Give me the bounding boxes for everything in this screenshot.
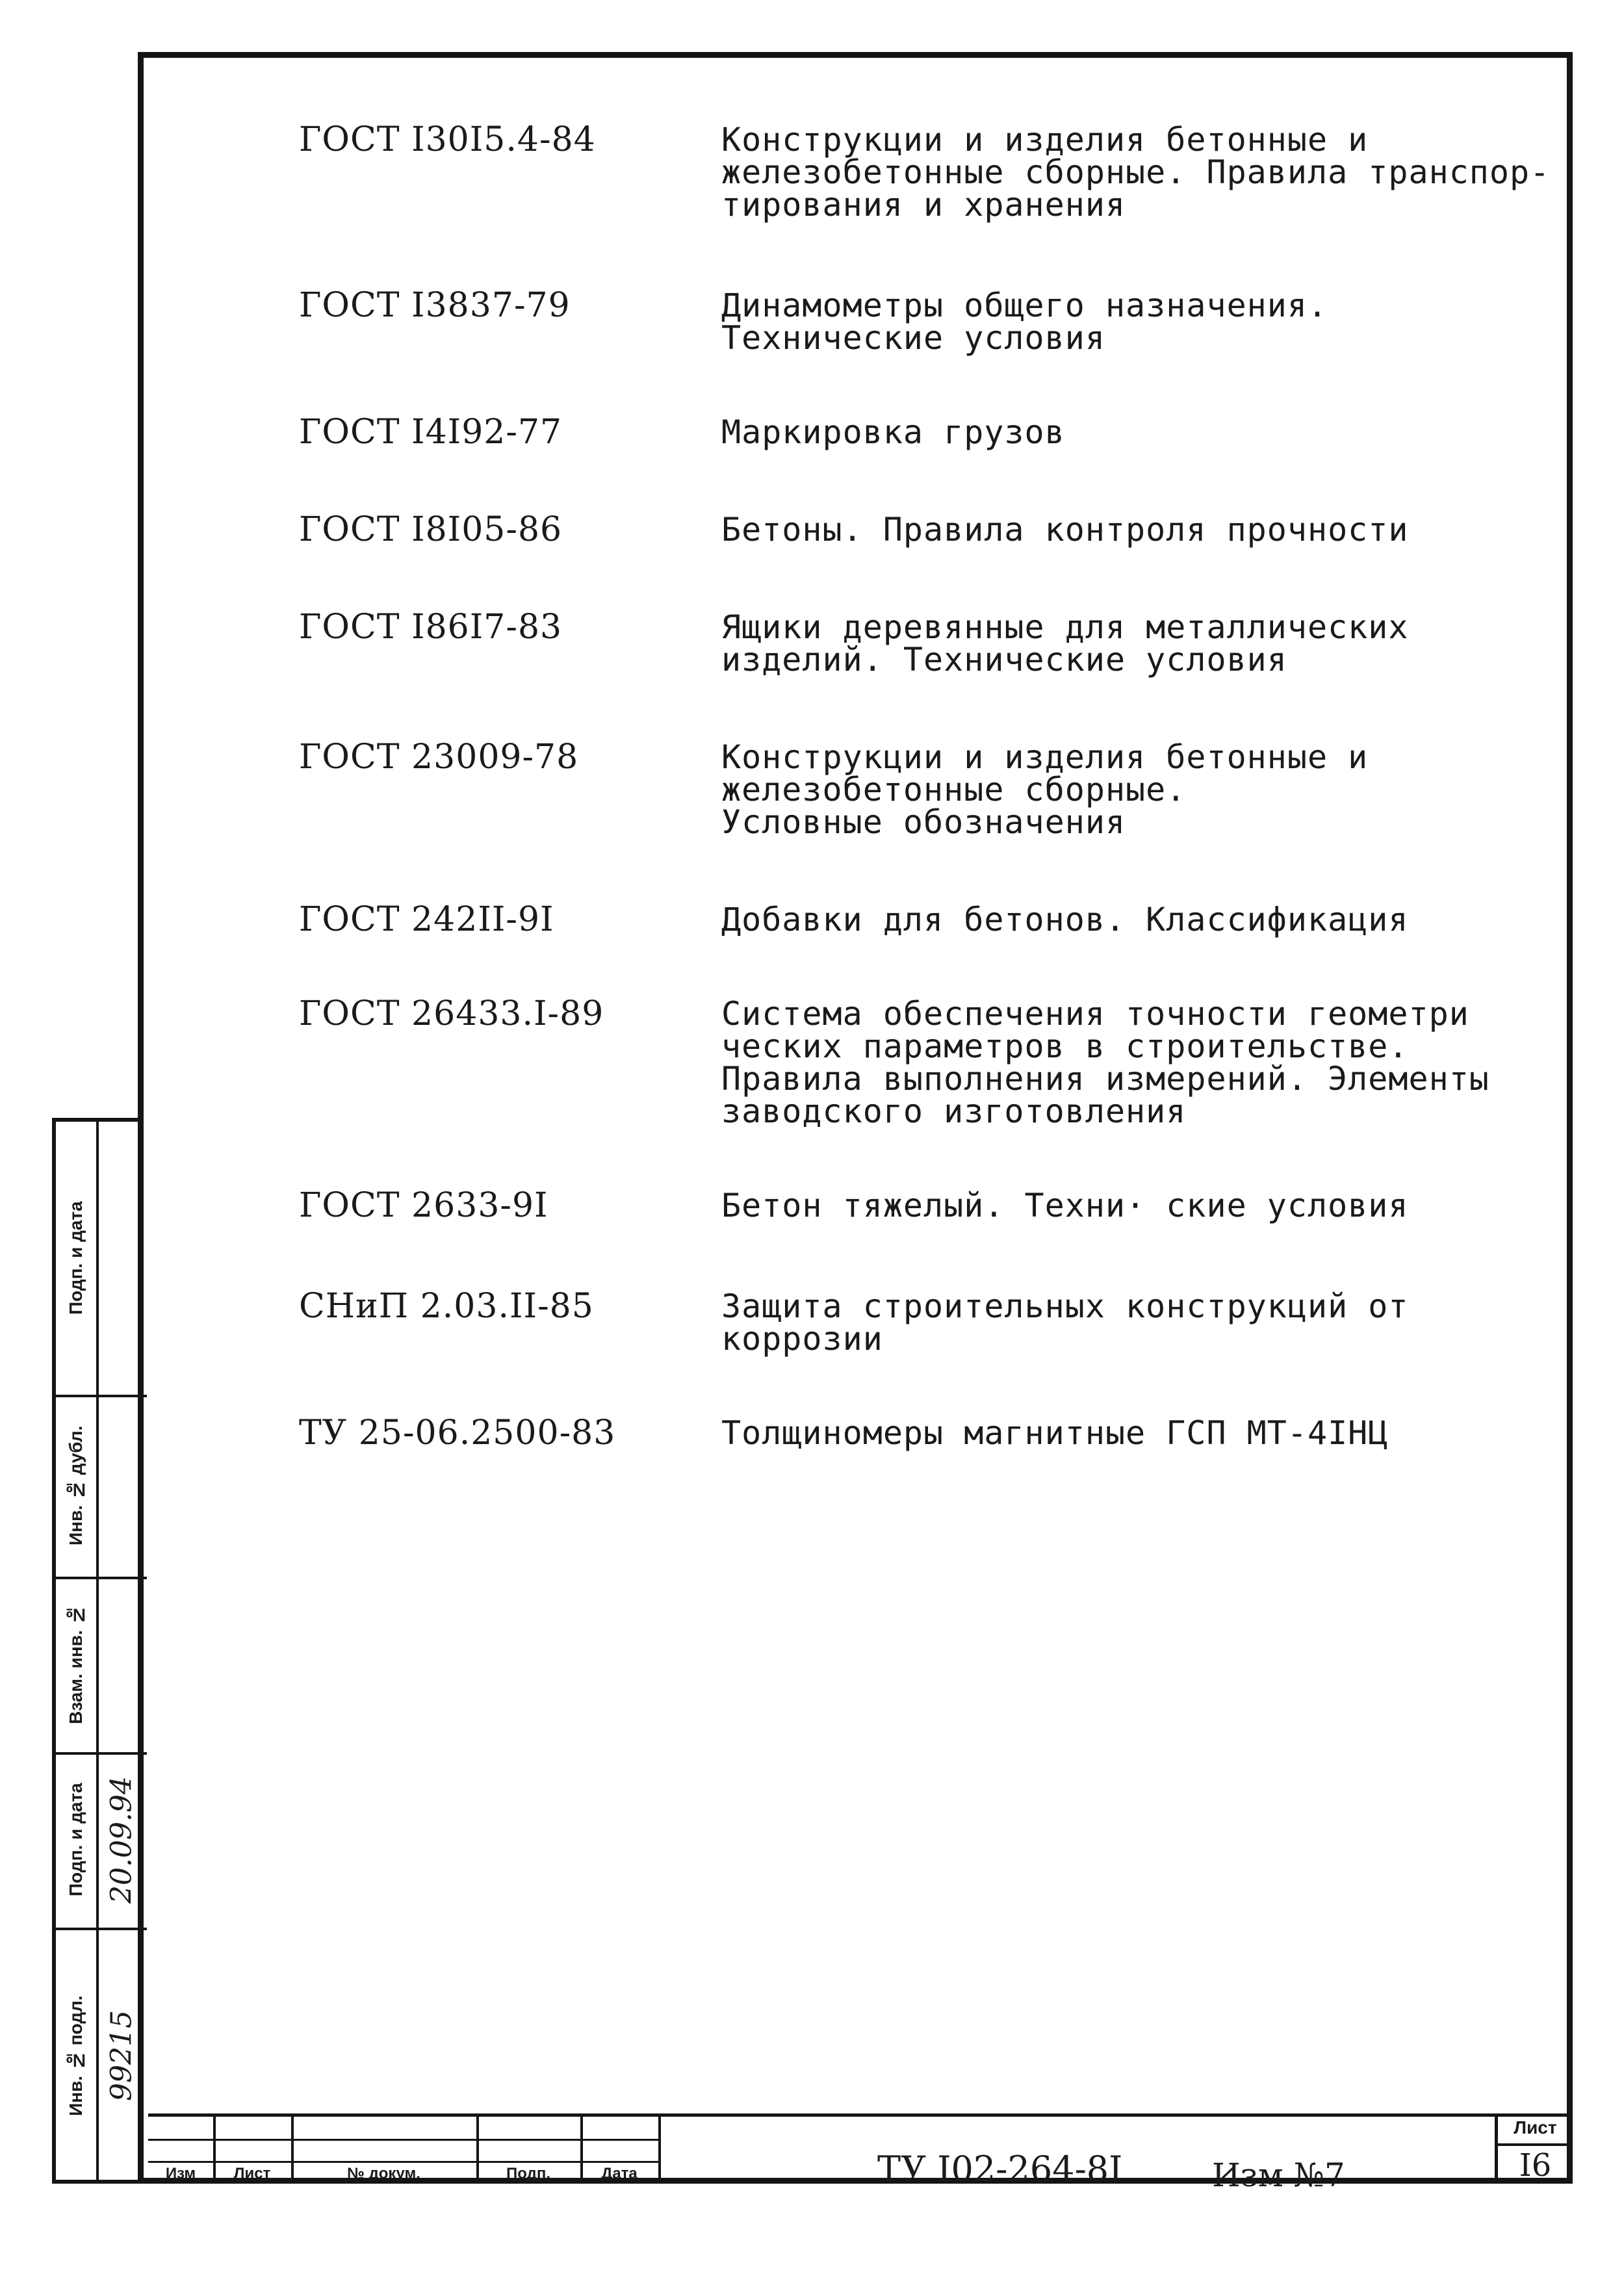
description-line: Технические условия xyxy=(721,319,1105,357)
description-line: Маркировка грузов xyxy=(721,413,1065,451)
description-line: Толщиномеры магнитные ГСП МТ-4IНЦ xyxy=(721,1414,1389,1452)
header-sheet: Лист xyxy=(233,2165,271,2182)
header-change: Изм xyxy=(165,2165,196,2182)
description-line: железобетонные сборные. Правила транспор- xyxy=(721,153,1551,191)
description-line: тирования и хранения xyxy=(721,186,1126,224)
description-line: Правила выполнения измерений. Элементы xyxy=(721,1060,1489,1098)
reference-code: ГОСТ 26433.I-89 xyxy=(299,994,604,1033)
side-label-replace-inv: Взам. инв. № xyxy=(66,1605,86,1724)
description-line: Ящики деревянные для металлических xyxy=(721,608,1409,646)
reference-code: ГОСТ 242II-9I xyxy=(299,900,554,939)
description-line: Бетон тяжелый. Техни· ские условия xyxy=(721,1187,1409,1224)
side-label-signature-date-2: Подп. и дата xyxy=(66,1783,86,1897)
description-line: железобетонные сборные. xyxy=(721,771,1187,808)
reference-description xyxy=(721,1414,1573,1452)
side-stamp xyxy=(52,1118,143,2184)
reference-code: ГОСТ 2633-9I xyxy=(299,1186,548,1225)
reference-description xyxy=(721,413,1573,451)
description-line: изделий. Технические условия xyxy=(721,641,1287,678)
title-block-cell-line xyxy=(658,2117,661,2184)
side-stamp-divider xyxy=(96,1122,99,2180)
sheet-box-rule xyxy=(1498,2143,1573,2146)
reference-code: ТУ 25-06.2500-83 xyxy=(299,1414,616,1453)
revision-mark: Изм №7 xyxy=(1212,2156,1345,2194)
sheet-box xyxy=(1495,2113,1573,2184)
description-line: Условные обозначения xyxy=(721,803,1126,841)
description-line: коррозии xyxy=(721,1320,883,1358)
reference-description xyxy=(721,738,1573,841)
description-line: ческих параметров в строительстве. xyxy=(721,1027,1409,1065)
reference-code: ГОСТ I3837-79 xyxy=(299,286,571,325)
reference-code: ГОСТ I30I5.4-84 xyxy=(299,120,596,159)
side-label-duplicate-inv: Инв. № дубл. xyxy=(66,1425,86,1546)
reference-description xyxy=(721,287,1573,357)
header-doc-no: № докум. xyxy=(347,2165,420,2182)
description-line: Бетоны. Правила контроля прочности xyxy=(721,511,1409,549)
side-label-original-inv: Инв. № подл. xyxy=(66,1995,86,2116)
sheet-number: I6 xyxy=(1519,2147,1552,2184)
reference-description xyxy=(721,608,1573,678)
description-line: Система обеспечения точности геометри xyxy=(721,995,1469,1033)
description-line: Конструкции и изделия бетонные и xyxy=(721,738,1369,776)
reference-description xyxy=(721,511,1573,549)
reference-description xyxy=(721,1189,1573,1222)
sheet-label: Лист xyxy=(1514,2117,1557,2138)
reference-description xyxy=(721,995,1573,1130)
side-label-signature-date: Подп. и дата xyxy=(66,1201,86,1315)
reference-code: ГОСТ 23009-78 xyxy=(299,738,579,777)
description-line: заводского изготовления xyxy=(721,1092,1187,1130)
document-number: ТУ I02-264-8I xyxy=(877,2149,1123,2190)
handwritten-inventory-number: 99215 xyxy=(105,2010,138,2101)
description-line: Добавки для бетонов. Классификация xyxy=(721,901,1409,938)
reference-description xyxy=(721,903,1573,936)
header-signature: Подп. xyxy=(506,2165,550,2182)
header-date: Дата xyxy=(601,2165,638,2182)
reference-code: ГОСТ I8I05-86 xyxy=(299,510,563,549)
description-line: Защита строительных конструкций от xyxy=(721,1287,1409,1325)
description-line: Динамометры общего назначения. xyxy=(721,287,1328,324)
title-block xyxy=(148,2113,1573,2184)
reference-description xyxy=(721,121,1573,224)
handwritten-date: 20.09.94 xyxy=(105,1776,138,1904)
reference-code: ГОСТ I86I7-83 xyxy=(299,608,563,647)
reference-code: ГОСТ I4I92-77 xyxy=(299,413,563,452)
reference-code: СНиП 2.03.II-85 xyxy=(299,1287,594,1326)
description-line: Конструкции и изделия бетонные и xyxy=(721,121,1369,159)
reference-description xyxy=(721,1287,1573,1358)
